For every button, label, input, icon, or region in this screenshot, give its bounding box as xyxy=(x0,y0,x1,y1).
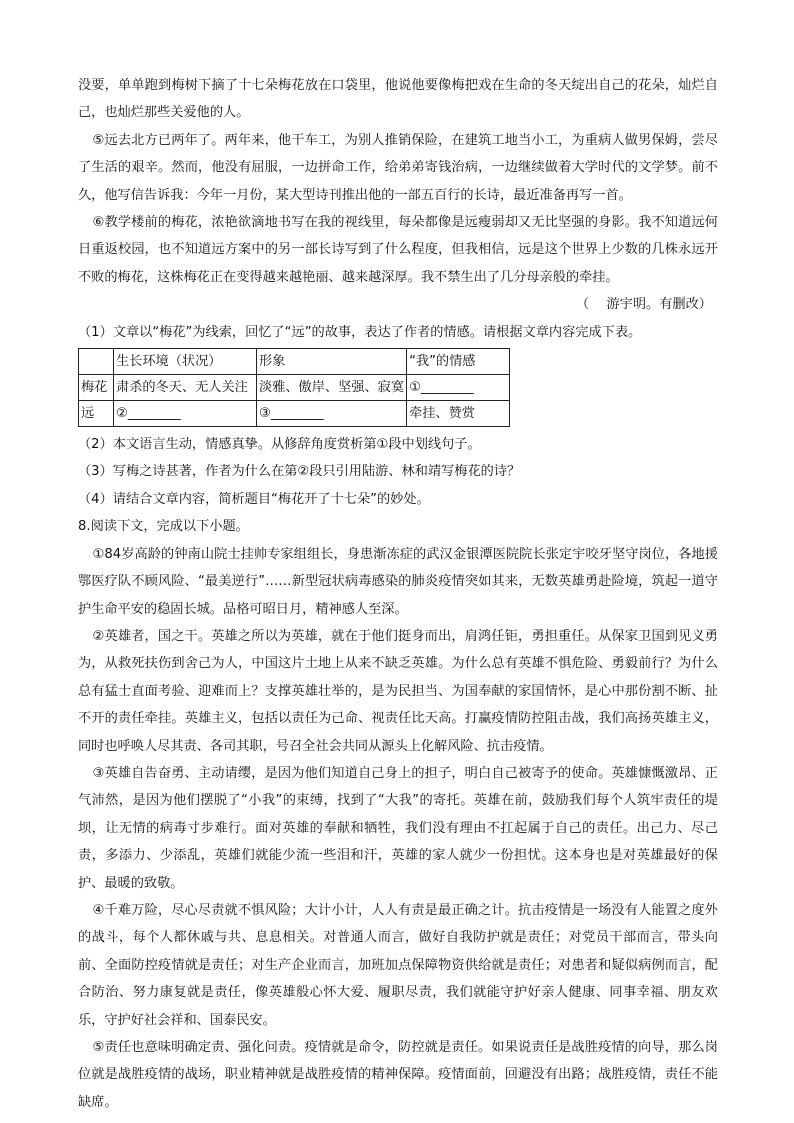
table-header-cell: 形象 xyxy=(257,349,407,375)
passage7-paragraph-5: ⑤远去北方已两年了。两年来，他干车工，为别人推销保险，在建筑工地当小工，为重病人做男保姆，尝尽了生活的艰辛。然而，他没有屈服，一边拼命工作，给弟弟寄钱治病，一边继续做着大学时代的文学梦。前不久，他写信告诉我：今年一月份，某大型诗刊推出他的一部五百行的长诗，最近准备再写一首。 xyxy=(78,132,718,203)
table-cell: 淡雅、傲岸、坚强、寂寞 xyxy=(257,375,407,401)
question-7-3: （3）写梅之诗甚著，作者为什么在第②段只引用陆游、林和靖写梅花的诗？ xyxy=(78,464,521,480)
passage8-paragraph-3: ③英雄自告奋勇、主动请缨，是因为他们知道自己身上的担子，明白自己被寄予的使命。英雄慷慨激昂、正气沛然，是因为他们摆脱了“小我”的束缚，找到了“大我”的寄托。英雄在前，鼓励我们每个人筑牢责任的堤坝，让无情的病毒寸步难行。面对英雄的奉献和牺牲，我们没有理由不扛起属于自己的责任。出己力、尽己责，多添力、少添乱，英雄们就能少流一些泪和汗，英雄的家人就少一份担忧。这本身也是对英雄最好的保护、最暖的致敬。 xyxy=(78,765,718,891)
table-header-cell xyxy=(79,349,114,375)
passage7-paragraph-6: ⑥教学楼前的梅花，浓艳欲滴地书写在我的视线里，每朵都像是远瘦弱却又无比坚强的身影。我不知道远何日重返校园，也不知道远方案中的另一部长诗写到了什么程度，但我相信，远是这个世界上少数的几株永远开不败的梅花，这株梅花正在变得越来越艳丽、越来越深厚。我不禁生出了几分母亲般的牵挂。 xyxy=(78,215,718,285)
table-row xyxy=(79,375,510,401)
table-cell-blank[interactable]: ②________ xyxy=(114,401,257,427)
table-cell: 肃杀的冬天、无人关注 xyxy=(114,375,257,401)
table-header-cell: 生长环境（状况） xyxy=(114,349,257,375)
table-header-row xyxy=(79,349,510,375)
table-cell: 梅花 xyxy=(79,375,114,401)
table-cell-blank[interactable]: ③________ xyxy=(257,401,407,427)
passage7-paragraph-4-tail: 没要，单单跑到梅树下摘了十七朵梅花放在口袋里，他说他要像梅把戏在生命的冬天绽出自己的花朵，灿烂自己，也灿烂那些关爱他的人。 xyxy=(78,78,718,121)
passage8-paragraph-1: ①84岁高龄的钟南山院士挂帅专家组组长，身患渐冻症的武汉金银潭医院院长张定宇咬牙坚守岗位，各地援鄂医疗队不顾风险、“最美逆行”……新型冠状病毒感染的肺炎疫情突如其来，无数英雄勇赴险境，筑起一道守护生命平安的稳固长城。品格可昭日月，精神感人至深。 xyxy=(78,546,718,617)
question-7-2: （2）本文语言生动，情感真挚。从修辞角度赏析第①段中划线句子。 xyxy=(78,437,481,453)
table-header-cell: “我”的情感 xyxy=(407,349,510,375)
exam-page xyxy=(78,72,718,1116)
passage7-source: （ 游宇明。有删改） xyxy=(575,297,712,313)
question-7-1: （1）文章以“梅花”为线索，回忆了“远”的故事，表达了作者的情感。请根据文章内容完成下表。 xyxy=(78,324,642,340)
answer-table xyxy=(78,348,510,427)
passage8-paragraph-2: ②英雄者，国之干。英雄之所以为英雄，就在于他们挺身而出，肩鸿任钜，勇担重任。从保家卫国到见义勇为，从救死扶伤到舍己为人，中国这片土地上从来不缺乏英雄。为什么总有英雄不惧危险、勇毅前行？为什么总有猛士直面考验、迎难而上？支撑英雄壮举的，是为民担当、为国奉献的家国情怀，是心中那份割不断、扯不开的责任牵挂。英雄主义，包括以责任为己命、视责任比天高。打赢疫情防控阻击战，我们高扬英雄主义，同时也呼唤人尽其责、各司其职，号召全社会共同从源头上化解风险、抗击疫情。 xyxy=(78,628,718,754)
passage8-paragraph-4: ④千难万险，尽心尽责就不惧风险；大计小计，人人有责是最正确之计。抗击疫情是一场没有人能置之度外的战斗，每个人都休戚与共、息息相关。对普通人而言，做好自我防护就是责任；对党员干部而言，带头向前、全面防控疫情就是责任；对生产企业而言，加班加点保障物资供给就是责任；对患者和疑似病例而言，配合防治、努力康复就是责任，像英雄般心怀大爱、履职尽责，我们就能守护好亲人健康、同事幸福、朋友欢乐，守护好社会祥和、国泰民安。 xyxy=(78,902,718,1028)
table-cell-blank[interactable]: ①________ xyxy=(407,375,510,401)
passage8-paragraph-5: ⑤责任也意味明确定责、强化问责。疫情就是命令，防控就是责任。如果说责任是战胜疫情的向导，那么岗位就是战胜疫情的战场，职业精神就是战胜疫情的精神保障。疫情面前，回避没有出路；战胜疫情，责任不能缺席。 xyxy=(78,1040,718,1110)
question-8-heading: 8.阅读下文，完成以下小题。 xyxy=(78,519,249,535)
table-row xyxy=(79,401,510,427)
table-cell: 牵挂、赞赏 xyxy=(407,401,510,427)
table-cell: 远 xyxy=(79,401,114,427)
question-7-4: （4）请结合文章内容，简析题目“梅花开了十七朵”的妙处。 xyxy=(78,491,430,507)
